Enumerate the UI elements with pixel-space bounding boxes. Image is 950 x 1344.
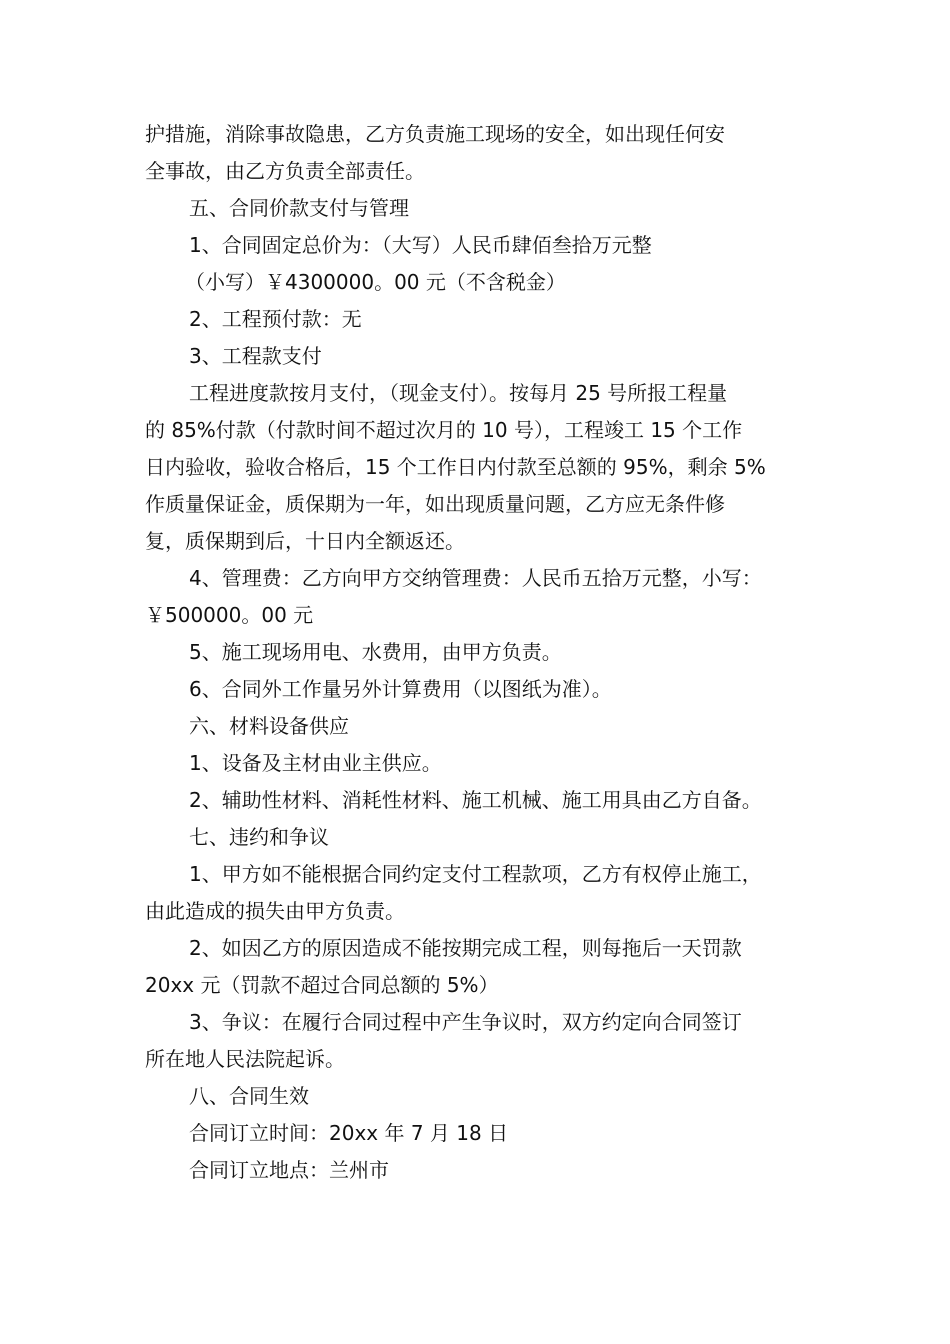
text-line: 2、工程预付款：无 — [189, 307, 362, 331]
document-body — [145, 116, 825, 1189]
text-line: 日内验收，验收合格后，15 个工作日内付款至总额的 95%，剩余 5% — [145, 455, 766, 479]
text-line: （小写）￥4300000。00 元（不含税金） — [185, 270, 566, 294]
text-line: 合同订立时间：20xx 年 7 月 18 日 — [189, 1121, 509, 1145]
text-line: 复，质保期到后，十日内全额返还。 — [145, 529, 465, 553]
text-line: 1、设备及主材由业主供应。 — [189, 751, 442, 775]
text-line: 所在地人民法院起诉。 — [145, 1047, 345, 1071]
text-line: 工程进度款按月支付，（现金支付）。按每月 25 号所报工程量 — [189, 381, 728, 405]
section-heading-7: 七、违约和争议 — [189, 825, 329, 849]
text-line: 20xx 元（罚款不超过合同总额的 5%） — [145, 973, 499, 997]
section-heading-6: 六、材料设备供应 — [189, 714, 349, 738]
text-line: 1、甲方如不能根据合同约定支付工程款项，乙方有权停止施工， — [189, 862, 762, 886]
text-line: 3、工程款支付 — [189, 344, 322, 368]
text-line: ￥500000。00 元 — [145, 603, 314, 627]
text-line: 由此造成的损失由甲方负责。 — [145, 899, 405, 923]
text-line: 6、合同外工作量另外计算费用（以图纸为准）。 — [189, 677, 612, 701]
text-line: 2、如因乙方的原因造成不能按期完成工程，则每拖后一天罚款 — [189, 936, 742, 960]
text-line: 合同订立地点：兰州市 — [189, 1158, 389, 1182]
text-line: 1、合同固定总价为：（大写）人民币肆佰叁拾万元整 — [189, 233, 652, 257]
text-line: 4、管理费：乙方向甲方交纳管理费：人民币五拾万元整，小写： — [189, 566, 762, 590]
text-line: 2、辅助性材料、消耗性材料、施工机械、施工用具由乙方自备。 — [189, 788, 762, 812]
section-heading-5: 五、合同价款支付与管理 — [189, 196, 409, 220]
text-line: 全事故，由乙方负责全部责任。 — [145, 159, 425, 183]
text-line: 护措施，消除事故隐患，乙方负责施工现场的安全，如出现任何安 — [145, 122, 725, 146]
text-line: 3、争议：在履行合同过程中产生争议时，双方约定向合同签订 — [189, 1010, 742, 1034]
text-line: 的 85%付款（付款时间不超过次月的 10 号），工程竣工 15 个工作 — [145, 418, 743, 442]
text-line: 作质量保证金，质保期为一年，如出现质量问题，乙方应无条件修 — [145, 492, 725, 516]
section-heading-8: 八、合同生效 — [189, 1084, 309, 1108]
text-line: 5、施工现场用电、水费用，由甲方负责。 — [189, 640, 562, 664]
